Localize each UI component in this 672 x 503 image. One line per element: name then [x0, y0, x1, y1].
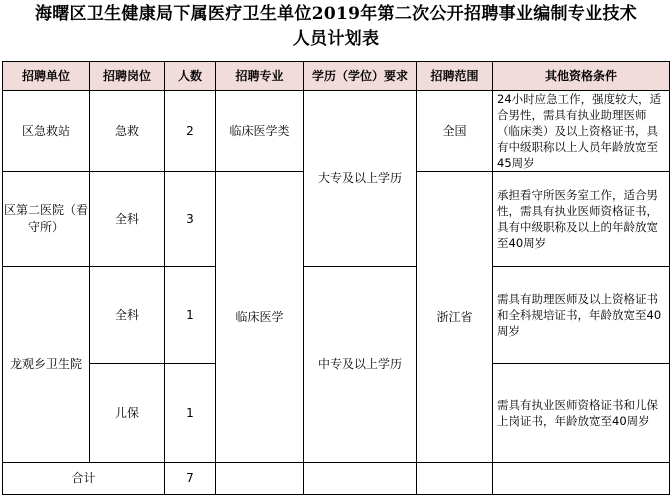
- cell-empty: [417, 463, 493, 495]
- cell-unit: 区急救站: [3, 91, 90, 172]
- cell-post: 全科: [90, 172, 165, 267]
- header-post: 招聘岗位: [90, 62, 165, 91]
- table-total-row: [3, 463, 670, 495]
- header-condition: 其他资格条件: [493, 62, 670, 91]
- cell-condition: 24小时应急工作，强度较大，适合男性，需具有执业助理医师（临床类）及以上资格证书，具有中级职称以上人员年龄放宽至45周岁: [493, 91, 670, 172]
- table-row: [3, 267, 670, 364]
- table-row: [3, 91, 670, 172]
- cell-post: 儿保: [90, 364, 165, 463]
- header-scope: 招聘范围: [417, 62, 493, 91]
- header-count: 人数: [165, 62, 216, 91]
- cell-count: 1: [165, 364, 216, 463]
- table-header-row: [3, 62, 670, 91]
- cell-total-label: 合计: [3, 463, 165, 495]
- cell-condition: 需具有助理医师及以上资格证书和全科规培证书，年龄放宽至40周岁: [493, 267, 670, 364]
- cell-empty: [304, 463, 417, 495]
- cell-post: 全科: [90, 267, 165, 364]
- cell-major: 临床医学: [216, 172, 304, 463]
- recruitment-plan-table: [2, 61, 670, 495]
- cell-count: 3: [165, 172, 216, 267]
- header-unit: 招聘单位: [3, 62, 90, 91]
- cell-education: 中专及以上学历: [304, 267, 417, 463]
- cell-condition: 需具有执业医师资格证书和儿保上岗证书，年龄放宽至40周岁: [493, 364, 670, 463]
- cell-unit: 龙观乡卫生院: [3, 267, 90, 463]
- cell-empty: [493, 463, 670, 495]
- cell-scope: 全国: [417, 91, 493, 172]
- cell-education: 大专及以上学历: [304, 91, 417, 267]
- header-education: 学历（学位）要求: [304, 62, 417, 91]
- cell-major: 临床医学类: [216, 91, 304, 172]
- cell-count: 2: [165, 91, 216, 172]
- header-major: 招聘专业: [216, 62, 304, 91]
- cell-condition: 承担看守所医务室工作，适合男性，需具有执业医师资格证书，具有中级职称及以上的年龄放宽至40周岁: [493, 172, 670, 267]
- cell-count: 1: [165, 267, 216, 364]
- cell-post: 急救: [90, 91, 165, 172]
- cell-unit: 区第二医院（看守所）: [3, 172, 90, 267]
- page-title: [0, 2, 672, 52]
- cell-empty: [216, 463, 304, 495]
- title-line-1: 海曙区卫生健康局下属医疗卫生单位2019年第二次公开招聘事业编制专业技术: [34, 4, 638, 24]
- cell-scope: 浙江省: [417, 172, 493, 463]
- cell-total-count: 7: [165, 463, 216, 495]
- title-line-2: 人员计划表: [292, 29, 380, 49]
